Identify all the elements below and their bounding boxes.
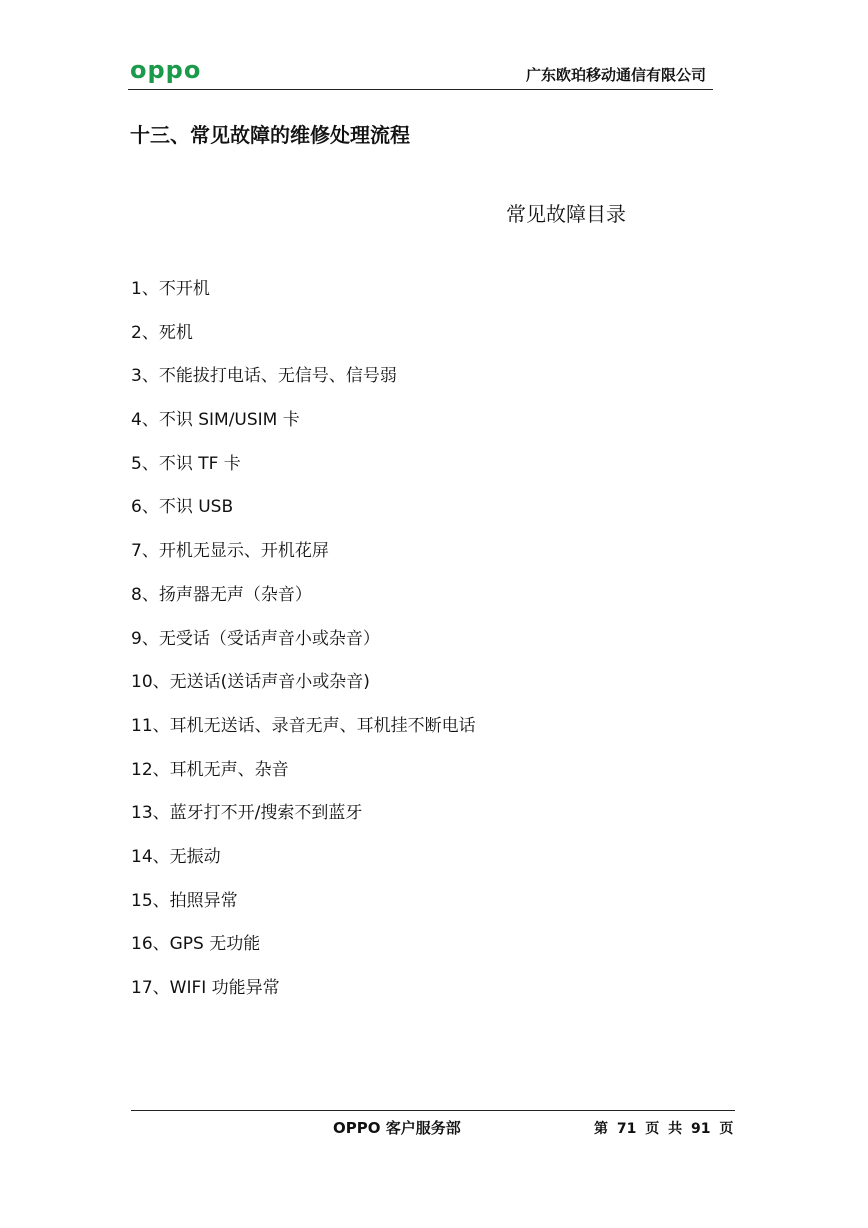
toc-item: 4、不识 SIM/USIM 卡 bbox=[131, 410, 300, 431]
oppo-logo bbox=[130, 58, 226, 84]
toc-item: 16、GPS 无功能 bbox=[131, 934, 261, 955]
toc-item: 7、开机无显示、开机花屏 bbox=[131, 541, 329, 562]
toc-item: 1、不开机 bbox=[131, 279, 210, 299]
company-name: 广东欧珀移动通信有限公司 bbox=[525, 66, 706, 84]
section-title: 十三、常见故障的维修处理流程 bbox=[130, 123, 410, 147]
toc-item: 9、无受话（受话声音小或杂音） bbox=[131, 628, 380, 649]
page-number: 第 71 页 共 91 页 bbox=[594, 1121, 734, 1137]
toc-item: 12、耳机无声、杂音 bbox=[131, 759, 289, 780]
toc-item: 2、死机 bbox=[131, 322, 193, 343]
toc-list bbox=[131, 276, 476, 1019]
header-divider bbox=[128, 89, 713, 90]
svg-text:oppo: oppo bbox=[130, 58, 202, 84]
toc-item: 10、无送话(送话声音小或杂音) bbox=[131, 672, 370, 693]
toc-item: 6、不识 USB bbox=[131, 497, 234, 518]
toc-item: 14、无振动 bbox=[131, 846, 221, 867]
toc-item: 15、拍照异常 bbox=[131, 890, 238, 911]
toc-item: 5、不识 TF 卡 bbox=[131, 453, 241, 474]
toc-item: 8、扬声器无声（杂音） bbox=[131, 584, 312, 605]
toc-item: 11、耳机无送话、录音无声、耳机挂不断电话 bbox=[131, 715, 476, 736]
toc-item: 13、蓝牙打不开/搜索不到蓝牙 bbox=[131, 803, 363, 824]
toc-item: 3、不能拔打电话、无信号、信号弱 bbox=[131, 366, 397, 387]
footer-department: OPPO 客户服务部 bbox=[333, 1119, 461, 1137]
toc-item: 17、WIFI 功能异常 bbox=[131, 978, 280, 998]
footer-divider bbox=[131, 1110, 735, 1111]
toc-title: 常见故障目录 bbox=[506, 202, 626, 226]
